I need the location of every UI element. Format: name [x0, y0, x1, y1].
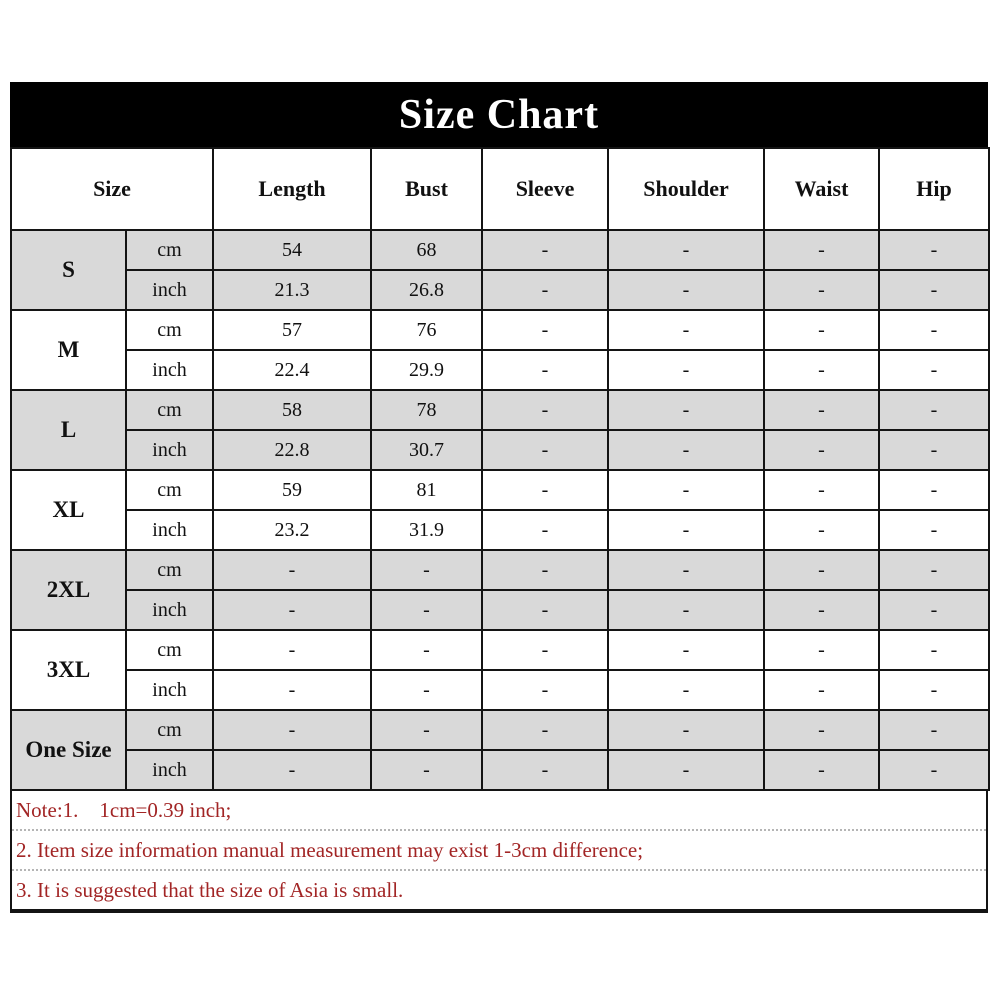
note-line-2: 2. Item size information manual measurement may exist 1-3cm difference; [12, 829, 986, 869]
table-row-s-cm [11, 230, 989, 270]
value-cell: - [879, 310, 989, 350]
value-cell: - [213, 710, 371, 750]
value-cell: - [879, 590, 989, 630]
value-cell: - [879, 470, 989, 510]
value-cell: - [764, 470, 879, 510]
value-cell: - [608, 310, 764, 350]
column-header-waist: Waist [764, 148, 879, 230]
table-row-xl-cm [11, 470, 989, 510]
value-cell: - [482, 750, 608, 790]
value-cell: - [482, 710, 608, 750]
table-row-s-inch [11, 270, 989, 310]
table-row-3xl-inch [11, 670, 989, 710]
value-cell: - [879, 390, 989, 430]
value-cell: - [371, 590, 482, 630]
column-header-sleeve: Sleeve [482, 148, 608, 230]
column-header-size: Size [11, 148, 213, 230]
value-cell: - [482, 230, 608, 270]
size-table [10, 147, 990, 791]
value-cell: - [879, 430, 989, 470]
value-cell: - [764, 710, 879, 750]
table-row-one-size-inch [11, 750, 989, 790]
unit-label-inch: inch [126, 430, 213, 470]
value-cell: - [764, 550, 879, 590]
title-bar [10, 82, 988, 147]
value-cell: - [879, 670, 989, 710]
size-label: 3XL [11, 630, 126, 710]
value-cell: 59 [213, 470, 371, 510]
value-cell: - [608, 750, 764, 790]
value-cell: - [764, 230, 879, 270]
value-cell: - [482, 390, 608, 430]
value-cell: - [879, 710, 989, 750]
value-cell: 57 [213, 310, 371, 350]
value-cell: - [482, 670, 608, 710]
value-cell: - [879, 550, 989, 590]
value-cell: - [482, 590, 608, 630]
unit-label-inch: inch [126, 350, 213, 390]
unit-label-inch: inch [126, 590, 213, 630]
table-row-one-size-cm [11, 710, 989, 750]
size-label: M [11, 310, 126, 390]
value-cell: - [371, 750, 482, 790]
table-row-3xl-cm [11, 630, 989, 670]
table-header-row [11, 148, 989, 230]
value-cell: - [371, 710, 482, 750]
value-cell: - [764, 350, 879, 390]
value-cell: - [764, 670, 879, 710]
value-cell: - [608, 230, 764, 270]
value-cell: - [879, 350, 989, 390]
value-cell: - [371, 630, 482, 670]
value-cell: - [879, 630, 989, 670]
value-cell: 23.2 [213, 510, 371, 550]
unit-label-inch: inch [126, 670, 213, 710]
unit-label-cm: cm [126, 390, 213, 430]
value-cell: - [879, 230, 989, 270]
value-cell: 26.8 [371, 270, 482, 310]
size-label: 2XL [11, 550, 126, 630]
note-line-1: Note:1. 1cm=0.39 inch; [16, 798, 232, 822]
size-label: S [11, 230, 126, 310]
value-cell: 78 [371, 390, 482, 430]
size-table-body [11, 230, 989, 790]
value-cell: - [879, 750, 989, 790]
unit-label-cm: cm [126, 470, 213, 510]
value-cell: - [482, 310, 608, 350]
value-cell: - [764, 510, 879, 550]
value-cell: - [213, 590, 371, 630]
value-cell: - [482, 430, 608, 470]
value-cell: 29.9 [371, 350, 482, 390]
value-cell: - [213, 670, 371, 710]
value-cell: 31.9 [371, 510, 482, 550]
value-cell: 21.3 [213, 270, 371, 310]
unit-label-inch: inch [126, 270, 213, 310]
value-cell: 54 [213, 230, 371, 270]
value-cell: 68 [371, 230, 482, 270]
value-cell: 22.4 [213, 350, 371, 390]
table-row-2xl-inch [11, 590, 989, 630]
notes-box [10, 789, 988, 913]
value-cell: - [482, 270, 608, 310]
value-cell: - [213, 630, 371, 670]
value-cell: - [879, 510, 989, 550]
value-cell: - [608, 590, 764, 630]
value-cell: - [764, 630, 879, 670]
unit-label-cm: cm [126, 550, 213, 590]
value-cell: - [608, 510, 764, 550]
table-row-m-cm [11, 310, 989, 350]
size-label: XL [11, 470, 126, 550]
page-title: Size Chart [398, 91, 600, 138]
column-header-hip: Hip [879, 148, 989, 230]
value-cell: - [482, 630, 608, 670]
value-cell: - [371, 670, 482, 710]
value-cell: - [608, 430, 764, 470]
value-cell: - [764, 390, 879, 430]
unit-label-inch: inch [126, 510, 213, 550]
value-cell: - [371, 550, 482, 590]
value-cell: - [608, 670, 764, 710]
unit-label-cm: cm [126, 230, 213, 270]
table-row-l-inch [11, 430, 989, 470]
size-label: L [11, 390, 126, 470]
value-cell: 22.8 [213, 430, 371, 470]
value-cell: - [608, 550, 764, 590]
unit-label-cm: cm [126, 310, 213, 350]
unit-label-cm: cm [126, 630, 213, 670]
value-cell: 30.7 [371, 430, 482, 470]
value-cell: - [608, 710, 764, 750]
note-line-3: 3. It is suggested that the size of Asia is small. [12, 869, 986, 909]
value-cell: - [608, 470, 764, 510]
column-header-bust: Bust [371, 148, 482, 230]
value-cell: - [764, 310, 879, 350]
table-row-2xl-cm [11, 550, 989, 590]
value-cell: - [608, 390, 764, 430]
column-header-shoulder: Shoulder [608, 148, 764, 230]
value-cell: - [764, 750, 879, 790]
value-cell: - [764, 430, 879, 470]
value-cell: - [608, 630, 764, 670]
table-row-l-cm [11, 390, 989, 430]
value-cell: 58 [213, 390, 371, 430]
value-cell: 81 [371, 470, 482, 510]
value-cell: - [608, 350, 764, 390]
value-cell: - [482, 470, 608, 510]
unit-label-cm: cm [126, 710, 213, 750]
value-cell: - [764, 270, 879, 310]
value-cell: 76 [371, 310, 482, 350]
value-cell: - [482, 510, 608, 550]
value-cell: - [879, 270, 989, 310]
value-cell: - [213, 550, 371, 590]
value-cell: - [482, 350, 608, 390]
table-row-m-inch [11, 350, 989, 390]
unit-label-inch: inch [126, 750, 213, 790]
value-cell: - [482, 550, 608, 590]
table-row-xl-inch [11, 510, 989, 550]
column-header-length: Length [213, 148, 371, 230]
value-cell: - [608, 270, 764, 310]
value-cell: - [764, 590, 879, 630]
value-cell: - [213, 750, 371, 790]
size-label: One Size [11, 710, 126, 790]
